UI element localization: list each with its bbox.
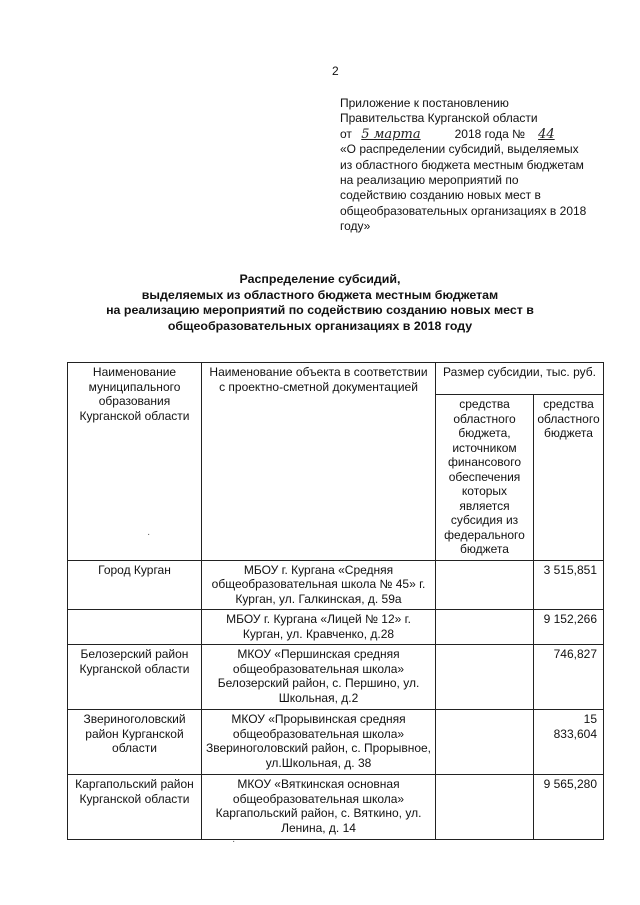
cell-regional: 9 152,266: [534, 610, 604, 645]
table-row: [68, 710, 604, 775]
cell-federal: [436, 645, 534, 710]
scan-speck: ·: [232, 836, 236, 847]
appendix-line-1: Приложение к постановлению: [340, 96, 509, 110]
cell-regional: 3 515,851: [534, 560, 604, 610]
header-object: Наименование объекта в соответствии с проектно-сметной документацией: [202, 363, 436, 561]
handwritten-date: 5 марта: [361, 126, 421, 142]
appendix-desc-6: году»: [340, 219, 371, 234]
appendix-desc-4: содействию созданию новых мест в: [340, 188, 541, 203]
cell-object: МБОУ г. Кургана «Лицей № 12» г. Курган, ул. Кравченко, д.28: [202, 610, 436, 645]
document-title: [60, 272, 580, 334]
cell-municipality: Город Курган: [68, 560, 202, 610]
appendix-line-2: Правительства Курганской области: [340, 111, 538, 126]
header-municipality: Наименование муниципального образования Курганской области: [68, 363, 202, 561]
cell-object: МКОУ «Вяткинская основная общеобразовательная школа» Каргапольский район, с. Вяткино, ул. Ленина, д. 14: [202, 775, 436, 840]
table-row: [68, 560, 604, 610]
appendix-date-line: [340, 127, 625, 142]
cell-municipality: [68, 610, 202, 645]
appendix-desc-5: общеобразовательных организациях в 2018: [340, 203, 587, 218]
appendix-year-text: 2018 года №: [454, 126, 526, 141]
appendix-desc-1: «О распределении субсидий, выделяемых: [340, 142, 579, 157]
page-number: 2: [332, 64, 339, 78]
title-line-4: общеобразовательных организациях в 2018 году: [167, 318, 473, 333]
table-row: [68, 775, 604, 840]
cell-municipality: Белозерский район Курганской области: [68, 645, 202, 710]
appendix-from-word: от: [340, 126, 352, 141]
cell-federal: [436, 710, 534, 775]
cell-federal: [436, 775, 534, 840]
title-line-1: Распределение субсидий,: [239, 272, 401, 286]
cell-regional: 746,827: [534, 645, 604, 710]
cell-municipality: Звериноголовский район Курганской области: [68, 710, 202, 775]
cell-regional: 15 833,604: [534, 710, 604, 775]
appendix-desc-3: на реализацию мероприятий по: [340, 173, 519, 188]
header-regional-funds: средства областного бюджета: [534, 395, 604, 561]
header-federal-source: средства областного бюджета, источником финансового обеспечения которых является субсидия из федерального бюджета: [436, 395, 534, 561]
title-line-3: на реализацию мероприятий по содействию созданию новых мест в: [106, 303, 534, 318]
cell-federal: [436, 610, 534, 645]
appendix-block: [340, 96, 625, 235]
title-line-2: выделяемых из областного бюджета местным бюджетам: [141, 287, 499, 302]
table-row: [68, 645, 604, 710]
handwritten-number: 44: [538, 126, 555, 142]
subsidy-table: [67, 362, 604, 840]
cell-object: МКОУ «Першинская средняя общеобразовательная школа» Белозерский район, с. Першино, ул. Школьная, д.2: [202, 645, 436, 710]
cell-federal: [436, 560, 534, 610]
header-subsidy: Размер субсидии, тыс. руб.: [436, 363, 604, 395]
scan-speck: ·: [147, 529, 151, 540]
cell-municipality: Каргапольский район Курганской области: [68, 775, 202, 840]
cell-object: МКОУ «Прорывинская средняя общеобразовательная школа» Звериноголовский район, с. Прорывное, ул.Школьная, д. 38: [202, 710, 436, 775]
table-header-row: [68, 363, 604, 395]
cell-object: МБОУ г. Кургана «Средняя общеобразовательная школа № 45» г. Курган, ул. Галкинская, д. 59а: [202, 560, 436, 610]
cell-regional: 9 565,280: [534, 775, 604, 840]
appendix-desc-2: из областного бюджета местным бюджетам: [340, 157, 584, 172]
table-row: [68, 610, 604, 645]
